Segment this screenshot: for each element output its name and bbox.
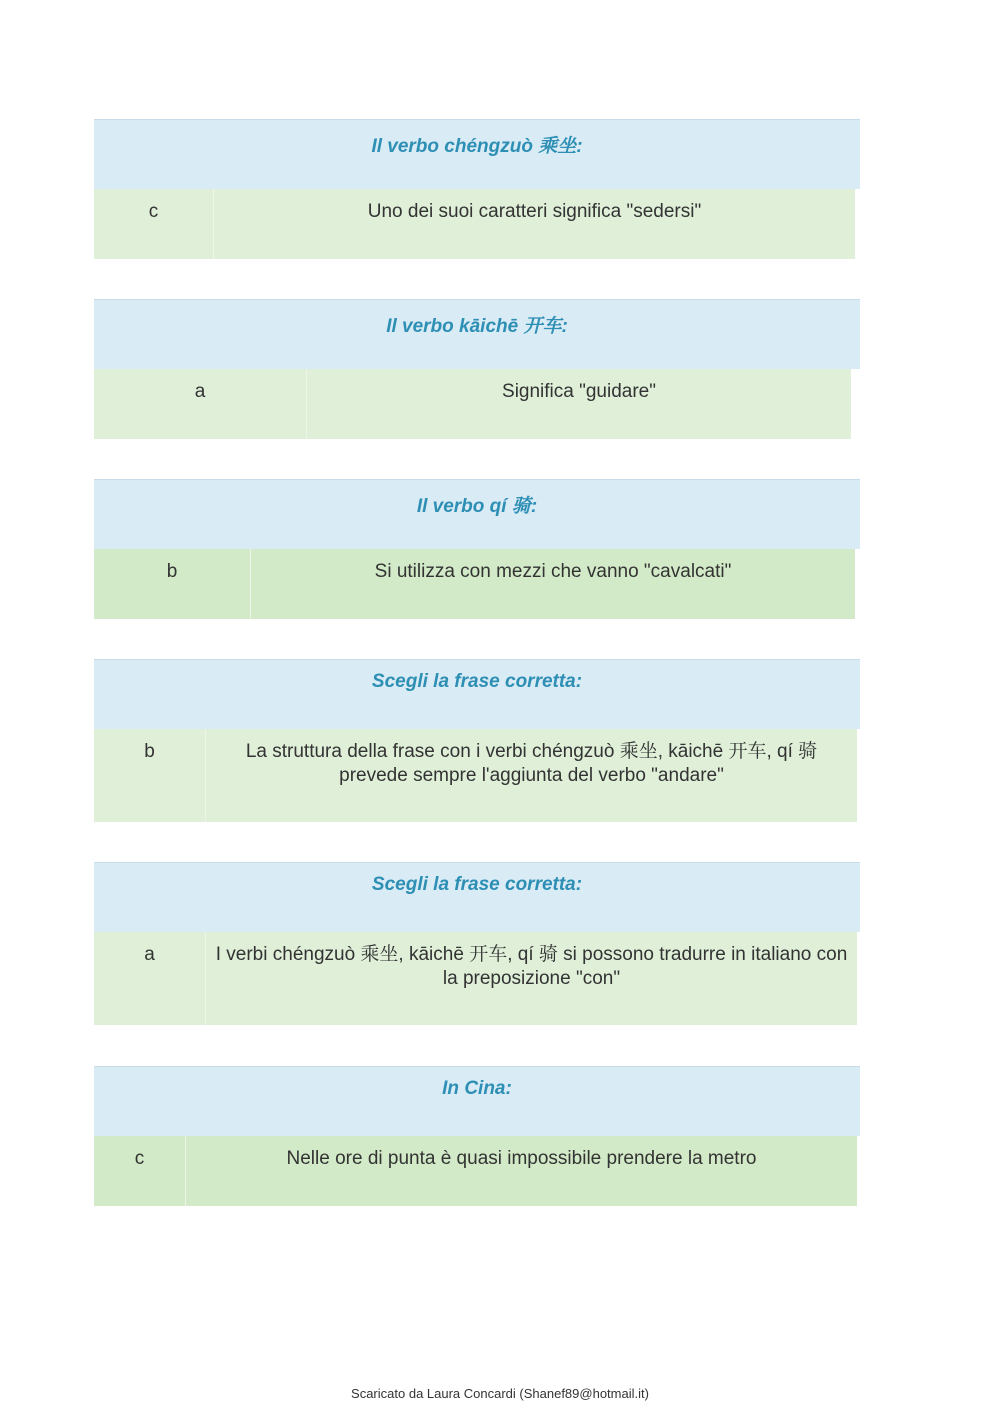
- answer-letter: c: [94, 189, 214, 259]
- quiz-item-1: [94, 119, 860, 259]
- answer-row: [94, 1136, 857, 1206]
- answer-letter: a: [94, 932, 206, 1025]
- answer-row: [94, 189, 855, 259]
- quiz-item-4: [94, 659, 860, 822]
- answer-row: [94, 932, 857, 1025]
- answer-letter: b: [94, 549, 251, 619]
- answer-letter: a: [94, 369, 307, 439]
- quiz-item-3: [94, 479, 860, 619]
- question-prompt: In Cina:: [94, 1066, 860, 1136]
- answer-text: Si utilizza con mezzi che vanno "cavalcati": [374, 561, 732, 582]
- answer-text: Nelle ore di punta è quasi impossibile prendere la metro: [286, 1148, 757, 1169]
- question-prompt: Il verbo kāichē 开车:: [94, 299, 860, 369]
- answer-text: Uno dei suoi caratteri significa "sedersi": [367, 201, 702, 222]
- answer-letter: b: [94, 729, 206, 822]
- answer-row: [94, 549, 855, 619]
- quiz-item-5: [94, 862, 860, 1025]
- answer-text: La struttura della frase con i verbi chéngzuò 乘坐, kāichē 开车, qí 骑 prevede sempre l'aggiunta del verbo "andare": [245, 741, 818, 786]
- quiz-item-2: [94, 299, 860, 439]
- question-prompt: Il verbo chéngzuò 乘坐:: [94, 119, 860, 189]
- answer-text: I verbi chéngzuò 乘坐, kāichē 开车, qí 骑 si possono tradurre in italiano con la preposizione "con": [215, 944, 848, 989]
- question-prompt: Scegli la frase corretta:: [94, 862, 860, 932]
- answer-row: [94, 369, 851, 439]
- quiz-item-6: [94, 1066, 860, 1206]
- download-footer: Scaricato da Laura Concardi (Shanef89@hotmail.it): [351, 1386, 649, 1401]
- answer-row: [94, 729, 857, 822]
- question-prompt: Scegli la frase corretta:: [94, 659, 860, 729]
- answer-text: Significa "guidare": [502, 381, 656, 402]
- answer-letter: c: [94, 1136, 186, 1206]
- question-prompt: Il verbo qí 骑:: [94, 479, 860, 549]
